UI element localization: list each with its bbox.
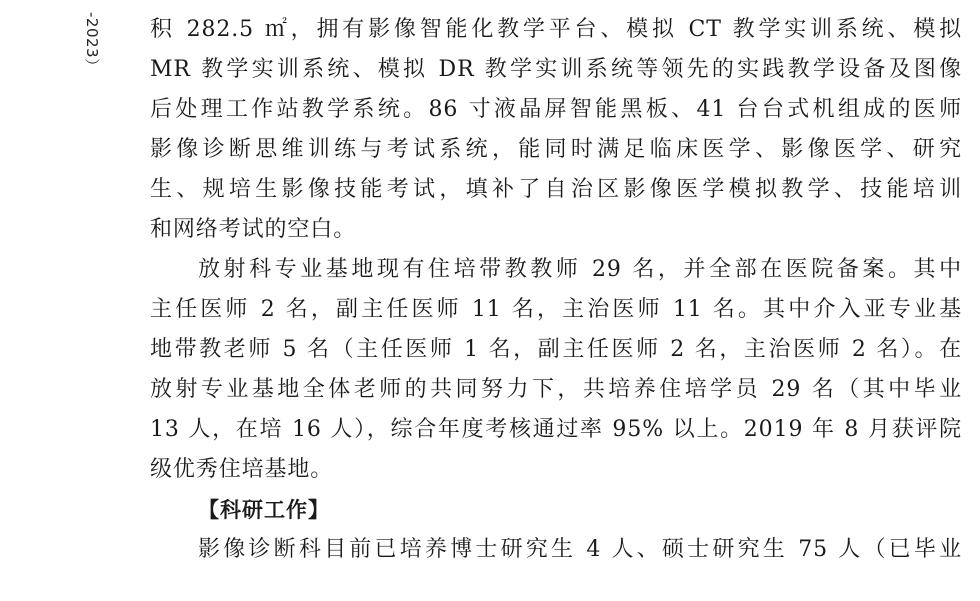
text-line: 主任医师 2 名，副主任医师 11 名，主治医师 11 名。其中介入亚专业基 bbox=[150, 297, 962, 322]
paragraph-research bbox=[150, 530, 962, 570]
text-line: 和网络考试的空白。 bbox=[150, 217, 357, 242]
text-line: 影像诊断科目前已培养博士研究生 4 人、硕士研究生 75 人（已毕业 bbox=[198, 537, 962, 562]
text-line: 放射专业基地全体老师的共同努力下，共培养住培学员 29 名（其中毕业 bbox=[150, 377, 962, 402]
text-line: 积 282.5 ㎡，拥有影像智能化教学平台、模拟 CT 教学实训系统、模拟 bbox=[150, 17, 962, 42]
document-page bbox=[150, 0, 962, 570]
text-line: 生、规培生影像技能考试，填补了自治区影像医学模拟教学、技能培训 bbox=[150, 177, 962, 202]
paragraph-teaching-staff bbox=[150, 250, 962, 490]
text-line: 13 人，在培 16 人），综合年度考核通过率 95% 以上。2019 年 8 月获评院 bbox=[150, 417, 962, 442]
clipped-top-line bbox=[150, 0, 962, 10]
text-line: 地带教老师 5 名（主任医师 1 名，副主任医师 2 名，主治医师 2 名）。在 bbox=[150, 337, 962, 362]
side-year-label: -2023） bbox=[83, 12, 101, 74]
text-line: 级优秀住培基地。 bbox=[150, 457, 334, 482]
clipped-top-line-text bbox=[150, 0, 173, 10]
text-line: 放射科专业基地现有住培带教教师 29 名，并全部在医院备案。其中 bbox=[198, 257, 962, 282]
text-line: MR 教学实训系统、模拟 DR 教学实训系统等领先的实践教学设备及图像 bbox=[150, 57, 962, 82]
section-heading-research: 【科研工作】 bbox=[198, 498, 330, 522]
paragraph-facilities bbox=[150, 10, 962, 250]
text-line: 后处理工作站教学系统。86 寸液晶屏智能黑板、41 台台式机组成的医师 bbox=[150, 97, 962, 122]
text-line: 影像诊断思维训练与考试系统，能同时满足临床医学、影像医学、研究 bbox=[150, 137, 962, 162]
